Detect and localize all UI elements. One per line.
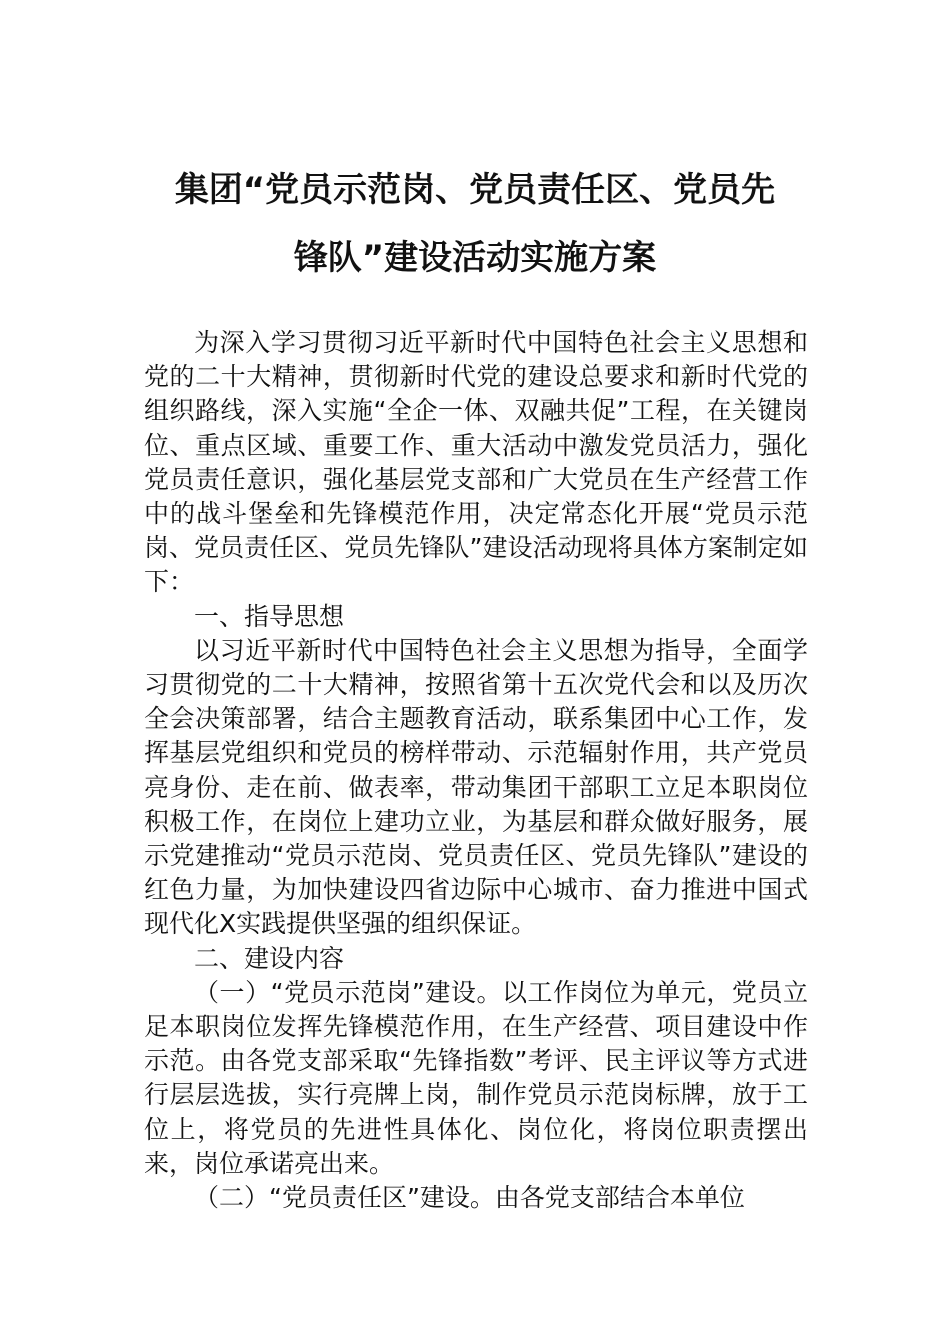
document-title-line-2: 锋队”建设活动实施方案 bbox=[293, 238, 657, 278]
document-title-line-1: 集团“党员示范岗、党员责任区、党员先 bbox=[174, 170, 776, 210]
model-post-paragraph: （一）“党员示范岗”建设。以工作岗位为单元，党员立足本职岗位发挥先锋模范作用，在生产经营、项目建设中作示范。由各党支部采取“先锋指数”考评、民主评议等方式进行层层选拔，实行亮牌上岗，制作党员示范岗标牌，放于工位上，将党员的先进性具体化、岗位化，将岗位职责摆出来，岗位承诺亮出来。 bbox=[144, 977, 808, 1178]
intro-paragraph: 为深入学习贯彻习近平新时代中国特色社会主义思想和党的二十大精神，贯彻新时代党的建设总要求和新时代党的组织路线，深入实施“全企一体、双融共促”工程，在关键岗位、重点区域、重要工作、重大活动中激发党员活力，强化党员责任意识，强化基层党支部和广大党员在生产经营工作中的战斗堡垒和先锋模范作用，决定常态化开展“党员示范岗、党员责任区、党员先锋队”建设活动现将具体方案制定如下： bbox=[144, 328, 808, 597]
guiding-thought-paragraph: 以习近平新时代中国特色社会主义思想为指导，全面学习贯彻党的二十大精神，按照省第十五次党代会和以及历次全会决策部署，结合主题教育活动，联系集团中心工作，发挥基层党组织和党员的榜样带动、示范辐射作用，共产党员亮身份、走在前、做表率，带动集团干部职工立足本职岗位积极工作，在岗位上建功立业，为基层和群众做好服务，展示党建推动“党员示范岗、党员责任区、党员先锋队”建设的红色力量，为加快建设四省边际中心城市、奋力推进中国式现代化X实践提供坚强的组织保证。 bbox=[144, 635, 808, 939]
section-heading-construction-content: 二、建设内容 bbox=[194, 943, 345, 973]
document-body bbox=[144, 326, 808, 1215]
section-heading-guiding-thought: 一、指导思想 bbox=[194, 601, 345, 631]
responsibility-area-paragraph: （二）“党员责任区”建设。由各党支部结合本单位 bbox=[194, 1183, 745, 1213]
